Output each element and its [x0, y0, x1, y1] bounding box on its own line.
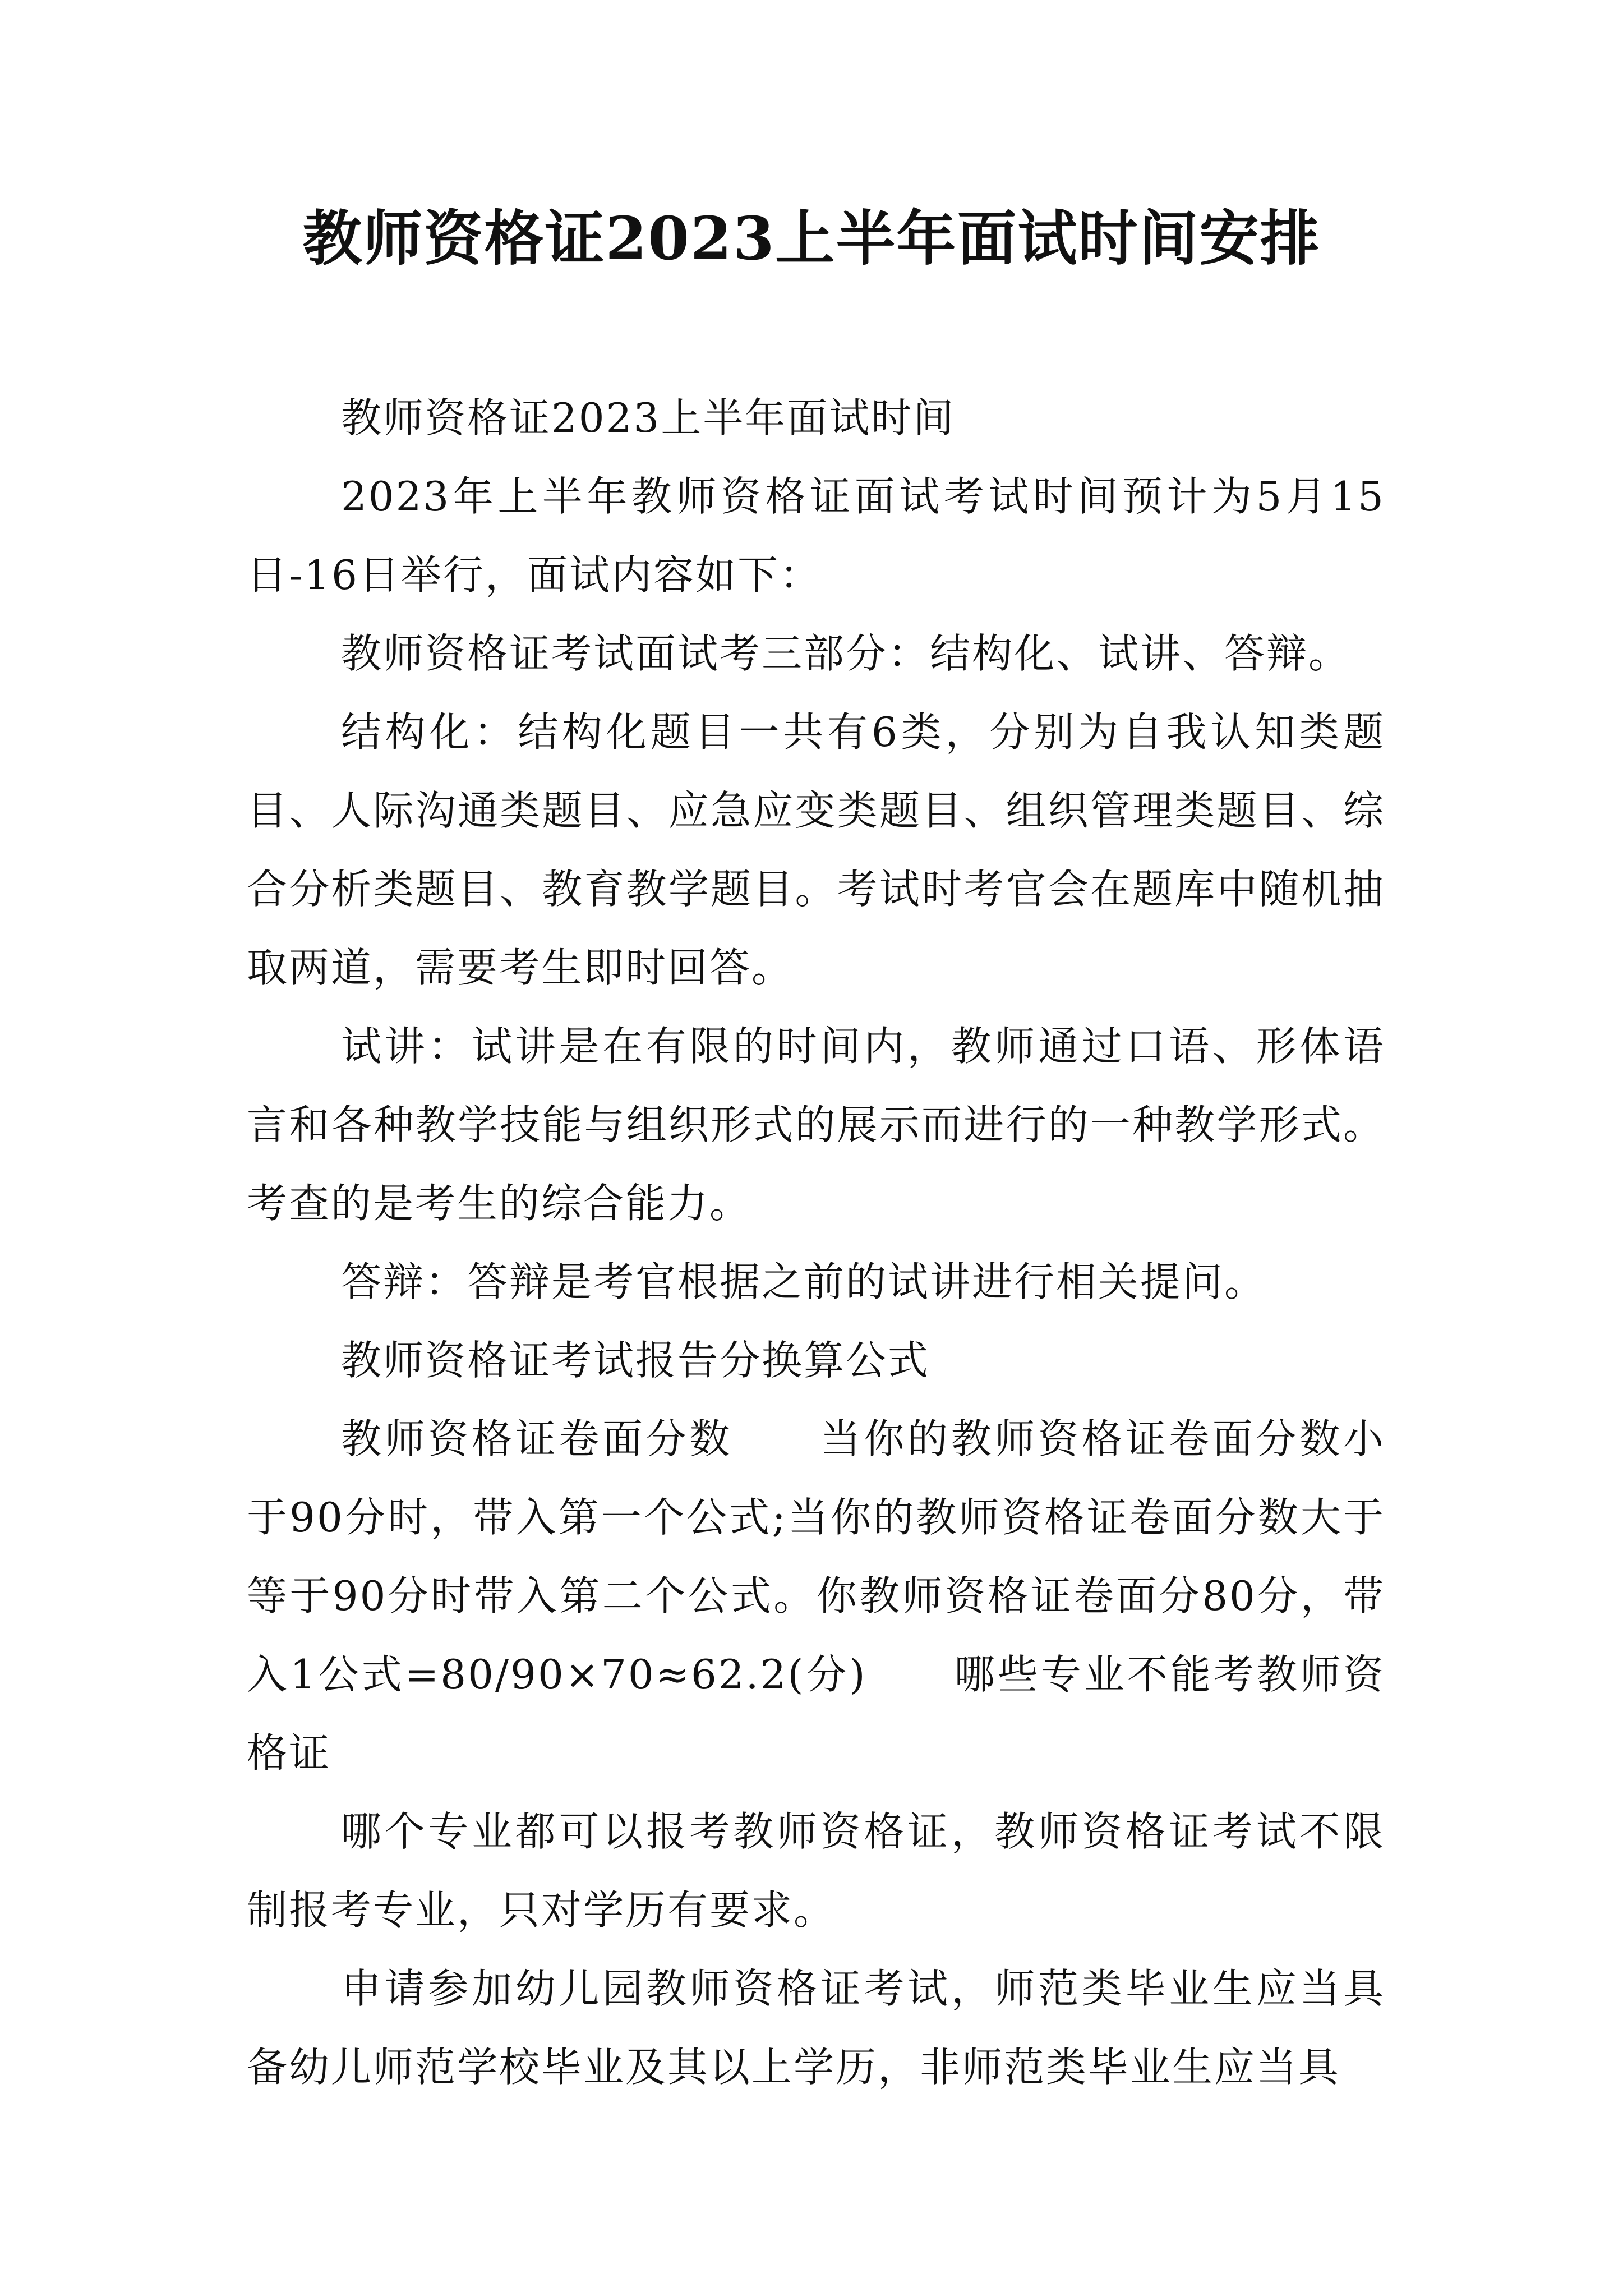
paragraph-interview-date: 2023年上半年教师资格证面试考试时间预计为5月15日-16日举行，面试内容如下：	[247, 473, 1385, 599]
paragraph-interview-parts: 教师资格证考试面试考三部分：结构化、试讲、答辩。	[341, 630, 1351, 677]
paragraph-structured: 结构化：结构化题目一共有6类，分别为自我认知类题目、人际沟通类题目、应急应变类题目、组织管理类题目、综合分析类题目、教育教学题目。考试时考官会在题库中随机抽取两道，需要考生即时回答。	[247, 708, 1385, 991]
paragraph-any-major: 哪个专业都可以报考教师资格证，教师资格证考试不限制报考专业，只对学历有要求。	[247, 1808, 1385, 1934]
paragraph-defense: 答辩：答辩是考官根据之前的试讲进行相关提问。	[341, 1258, 1267, 1305]
document-body	[247, 379, 1385, 2106]
paragraph-trial-lecture: 试讲：试讲是在有限的时间内，教师通过口语、形体语言和各种教学技能与组织形式的展示而进行的一种教学形式。考查的是考生的综合能力。	[247, 1023, 1385, 1227]
paragraph-interview-time-heading: 教师资格证2023上半年面试时间	[341, 394, 956, 441]
paragraph-score-formula-heading: 教师资格证考试报告分换算公式	[341, 1337, 930, 1384]
paragraph-kindergarten-requirement: 申请参加幼儿园教师资格证考试，师范类毕业生应当具备幼儿师范学校毕业及其以上学历，非师范类毕业生应当具	[247, 1965, 1385, 2091]
paragraph-score-formula: 教师资格证卷面分数 当你的教师资格证卷面分数小于90分时，带入第一个公式;当你的教师资格证卷面分数大于等于90分时带入第二个公式。你教师资格证卷面分80分，带入1公式=80/90×70≈62.2(分) 哪些专业不能考教师资格证	[247, 1415, 1385, 1777]
document-title: 教师资格证2023上半年面试时间安排	[302, 203, 1321, 273]
